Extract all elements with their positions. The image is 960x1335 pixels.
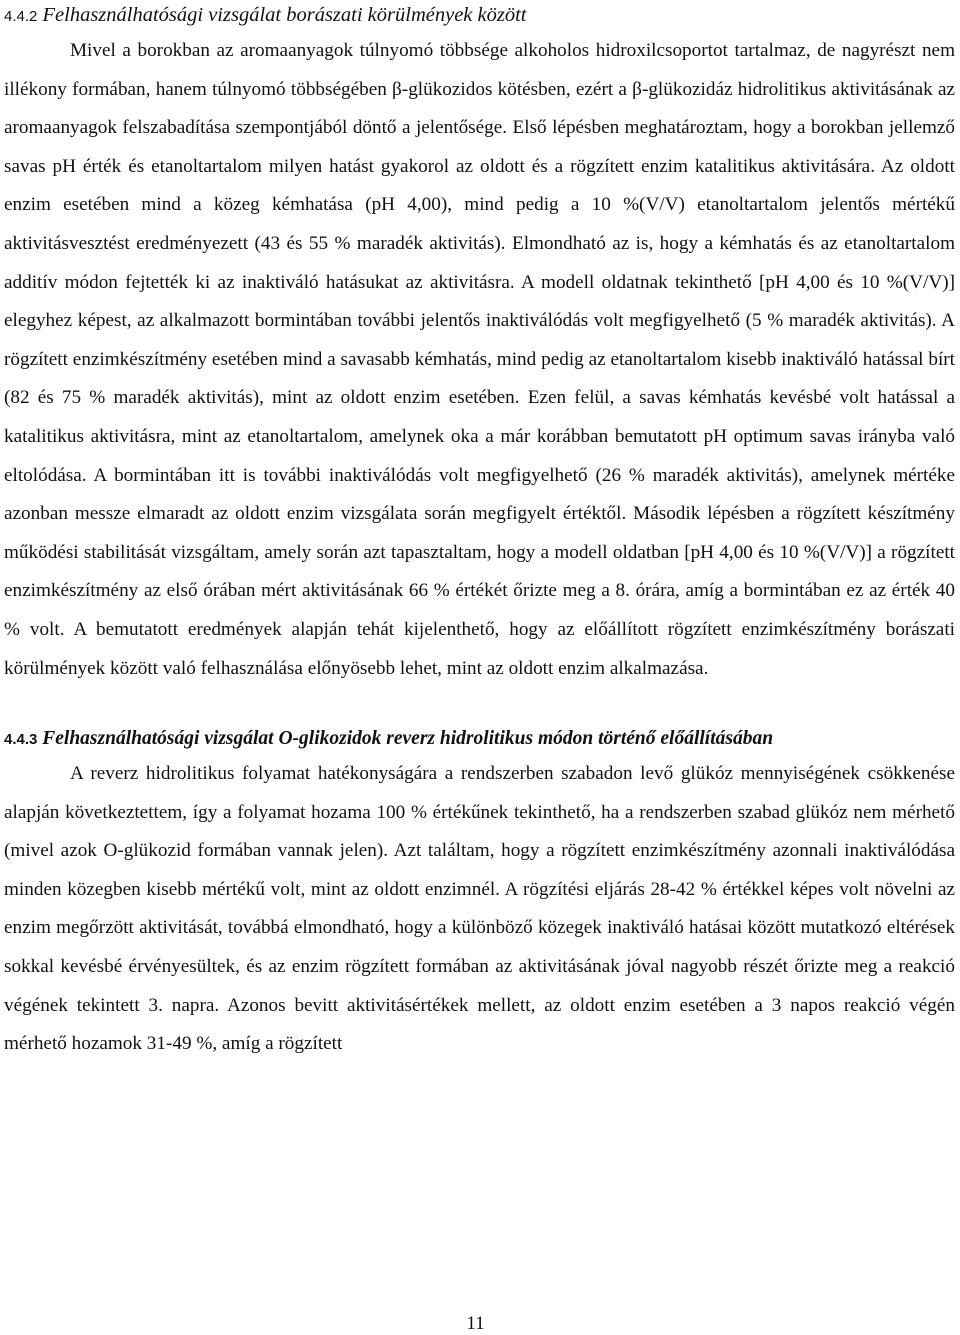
document-page <box>4 0 955 1064</box>
section-number: 4.4.2 <box>4 8 38 25</box>
section-title: Felhasználhatósági vizsgálat O-glikozidok reverz hidrolitikus módon történő előállításában <box>42 728 774 750</box>
section-heading-4-4-3 <box>4 724 955 755</box>
section-heading-4-4-2 <box>4 0 955 32</box>
section-paragraph: Mivel a borokban az aromaanyagok túlnyomó többsége alkoholos hidroxilcsoportot tartalmaz, de nagyrészt nem illékony formában, hanem túlnyomó többségében β-glükozidos kötésben, ezért a β-glükozidáz hidrolitikus aktivitásának az aromaanyagok felszabadítása szempontjából döntő a jelentősége. Első lépésben meghatároztam, hogy a borokban jellemző savas pH érték és etanoltartalom milyen hatást gyakorol az oldott és a rögzített enzim katalitikus aktivitására. Az oldott enzim esetében mind a közeg kémhatása (pH 4,00), mind pedig a 10 %(V/V) etanoltartalom jelentős mértékű aktivitásvesztést eredményezett (43 és 55 % maradék aktivitás). Elmondható az is, hogy a kémhatás és az etanoltartalom additív módon fejtették ki az inaktiváló hatásukat az aktivitásra. A modell oldatnak tekinthető [pH 4,00 és 10 %(V/V)] elegyhez képest, az alkalmazott bormintában további jelentős inaktiválódás volt megfigyelhető (5 % maradék aktivitás). A rögzített enzimkészítmény esetében mind a savasabb kémhatás, mind pedig az etanoltartalom kisebb inaktiváló hatással bírt (82 és 75 % maradék aktivitás), mint az oldott enzim esetében. Ezen felül, a savas kémhatás kevésbé volt hatással a katalitikus aktivitásra, mint az etanoltartalom, amelynek oka a már korábban bemutatott pH optimum savas irányba való eltolódása. A bormintában itt is további inaktiválódás volt megfigyelhető (26 % maradék aktivitás), amelynek mértéke azonban messze elmaradt az oldott enzim vizsgálata során megfigyelt értéktől. Második lépésben a rögzített készítmény működési stabilitását vizsgáltam, amely során azt tapasztaltam, hogy a modell oldatban [pH 4,00 és 10 %(V/V)] a rögzített enzimkészítmény az első órában mért aktivitásának 66 % értékét őrizte meg a 8. órára, amíg a bormintában ez az érték 40 % volt. A bemutatott eredmények alapján tehát kijelenthető, hogy az előállított rögzített enzimkészítmény borászati körülmények között való felhasználása előnyösebb lehet, mint az oldott enzim alkalmazása. <box>4 40 955 679</box>
section-paragraph: A reverz hidrolitikus folyamat hatékonyságára a rendszerben szabadon levő glükóz mennyiségének csökkenése alapján következtettem, így a folyamat hozama 100 % értékűnek tekinthető, ha a rendszerben szabad glükóz nem mérhető (mivel azok O-glükozid formában vannak jelen). Azt találtam, hogy a rögzített enzimkészítmény azonnali inaktiválódása minden közegben kisebb mértékű volt, mint az oldott enzimnél. A rögzítési eljárás 28-42 % értékkel képes volt növelni az enzim megőrzött aktivitását, továbbá elmondható, hogy a különböző közegek inaktiváló hatásai között mutatkozó eltérések sokkal kevésbé érvényesültek, és az enzim rögzített formában az aktivitásának jóval nagyobb részét őrizte meg a reakció végének tekintett 3. napra. Azonos bevitt aktivitásértékek mellett, az oldott enzim esetében a 3 napos reakció végén mérhető hozamok 31-49 %, amíg a rögzített <box>4 763 955 1055</box>
section-number: 4.4.3 <box>4 731 38 749</box>
section-title: Felhasználhatósági vizsgálat borászati körülmények között <box>42 4 527 26</box>
page-number: 11 <box>466 1313 485 1334</box>
